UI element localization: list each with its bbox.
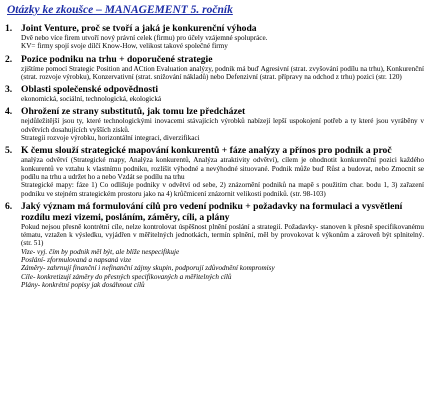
question-text: Joint Venture, proč se tvoří a jaká je konkurenční výhoda xyxy=(21,23,257,34)
question-text: Jaký význam má formulování cílů pro vedení podniku + požadavky na formulaci a vysvětlení rozdílu mezi vizemi, posláním, záměry, cíli, a plány xyxy=(21,200,403,223)
answer-line-zamery: Záměry- zahrnují finanční i nefinanční zájmy skupin, podporují zdůvodnění kompromisy xyxy=(21,264,275,273)
answer-line-cile: Cíle- konkretizují záměry do přesných specifikovaných a měřitelných cílů xyxy=(21,272,232,281)
question-number: 6. xyxy=(5,200,13,212)
answer-line: analýza odvětví (Strategické mapy, Analýza konkurentů, Analýza atraktivity odvětví), cílem je ohodnotit konkurenční pozici každého konkurentů ve vztahu k vlastnímu podniku, rozlišit výhodné a nevýhodné situované. Podnik může buď Růst a budovat, nebo Zmocnit se podílu na trhu a udržet ho a nebo Vzdát se podílu na trhu xyxy=(21,156,424,181)
question-number: 2. xyxy=(5,53,13,65)
question-number: 5. xyxy=(5,145,13,157)
answer-line-vize: Vize- vyj. čím by podnik měl být, ale blíže nespecifikuje xyxy=(21,247,180,256)
answer-line: ekonomická, sociální, technologická, ekologická xyxy=(21,95,162,104)
question-item-1 xyxy=(5,23,424,51)
question-item-4 xyxy=(5,106,424,142)
question-text: K čemu slouží strategické mapování konkurentů + fáze analýzy a přínos pro podnik a proč xyxy=(21,145,392,157)
answer-line: Strategii rozvoje výrobku, horizontální integraci, diverzifikaci xyxy=(21,134,200,143)
answer-line: zjištíme pomocí Strategic Position and ACtion Evaluation analýzy, podnik má buď Agresivní (strat. zvyšování podílu na trhu), Konkurenční (strat. rozvoje výrobku), Konzervativní (strat. snižování nákladů) nebo Defenzivní (strat. přípravy na odchod z trhu) pozici (str. 120) xyxy=(21,64,424,81)
answer-line-poslani: Poslání- zformulovaná a napsaná vize xyxy=(21,256,132,265)
question-text: Pozice podniku na trhu + doporučené strategie xyxy=(21,53,213,65)
answer-line: nejdůležitější jsou ty, které technologickými inovacemi stávajících výrobků nabízejí lepší uspokojení potřeb a ty které jsou vyráběny v odvětvích dosahujících vyšších zisků. xyxy=(21,117,424,134)
question-item-2 xyxy=(5,54,424,82)
question-item-5 xyxy=(5,145,424,197)
question-text: Ohrožení ze strany substitutů, jak tomu lze předcházet xyxy=(21,106,246,118)
answer-line: KV= firmy spojí svoje dílčí Know-How, velikost takové společné firmy xyxy=(21,42,228,51)
answer-line: Strategické mapy: fáze 1) Co odlišuje podniky v odvětví od sebe, 2) znázornění podniků na mapě s použitím char. bodu 1, 3) zařazení podniku ve stejném strategickém prostoru jako na 4) krůčmicení znázornit velikosti podniků. (str. 98-103) xyxy=(21,181,424,198)
question-number: 1. xyxy=(5,23,13,34)
question-text: Oblasti společenské odpovědnosti xyxy=(21,84,159,96)
question-number: 3. xyxy=(5,84,13,96)
answer-line: Dvě nebo více firem utvoří nový právní celek (firmu) pro účely vzájemné spolupráce. xyxy=(21,34,268,42)
answer-line: Pokud nejsou přesně kontrétní cíle, nelze kontrolovat úspěšnost plnění poslání a strategií. Požadavky- stanoven k přesně specifikovanému tématu, vztažen k výsledku, vyjádřen v měřitelných jednotkách, termín splnění, měl by provokovat k výkonům a zároveň být splnitelný. (str. 51) xyxy=(21,222,424,248)
answer-line-plany: Plány- konkrétní popisy jak dosáhnout cílů xyxy=(21,280,145,289)
question-item-6 xyxy=(5,201,424,289)
question-number: 4. xyxy=(5,106,13,118)
question-item-3 xyxy=(5,84,424,103)
page-title: Otázky ke zkoušce – MANAGEMENT 5. ročník xyxy=(7,4,233,16)
